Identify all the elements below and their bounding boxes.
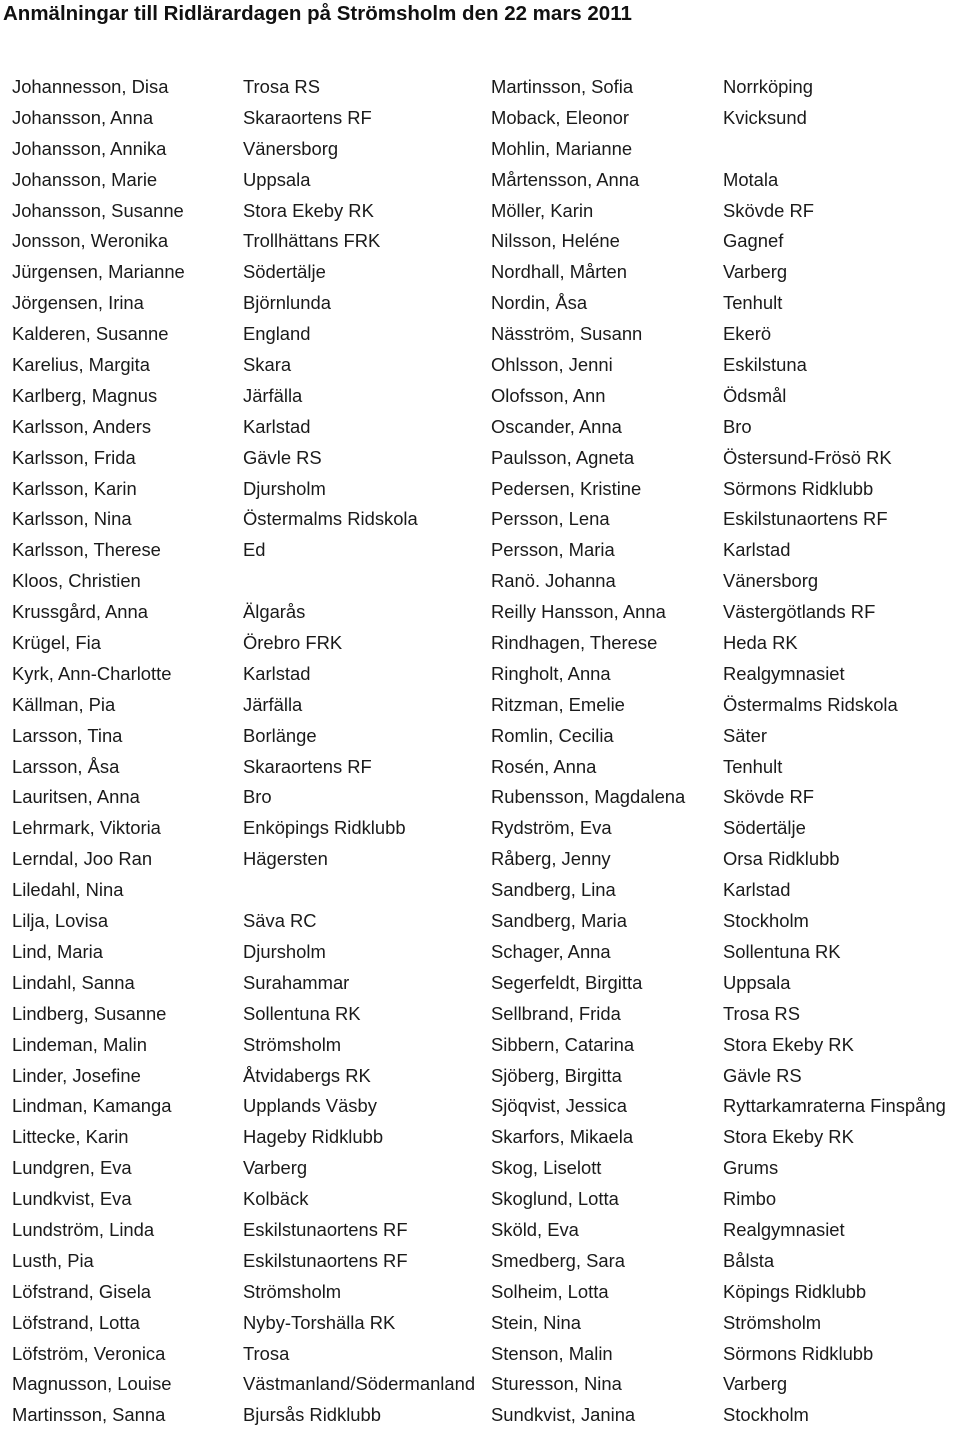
- club-or-location: Vänersborg: [243, 137, 339, 159]
- list-row: [0, 412, 960, 443]
- participant-name: Sellbrand, Frida: [491, 1002, 621, 1024]
- list-row: [0, 1153, 960, 1184]
- participant-name: Sjöberg, Birgitta: [491, 1064, 622, 1086]
- club-or-location: Örebro FRK: [243, 632, 343, 654]
- club-or-location: Sollentuna RK: [723, 940, 841, 962]
- list-row: [0, 1122, 960, 1153]
- participant-name: Johansson, Marie: [12, 168, 158, 190]
- list-row: [0, 597, 960, 628]
- club-or-location: Kolbäck: [243, 1188, 309, 1210]
- participant-name: Mohlin, Marianne: [491, 137, 633, 159]
- club-or-location: Varberg: [243, 1157, 308, 1179]
- club-or-location: Strömsholm: [243, 1033, 342, 1055]
- club-or-location: Trosa RS: [723, 1002, 800, 1024]
- club-or-location: Hägersten: [243, 848, 328, 870]
- club-or-location: Ryttarkamraterna Finspång: [723, 1095, 946, 1117]
- list-row: [0, 782, 960, 813]
- list-row: [0, 844, 960, 875]
- participant-name: Råberg, Jenny: [491, 848, 611, 870]
- participant-name: Nordin, Åsa: [491, 292, 588, 314]
- participant-name: Nilsson, Heléne: [491, 230, 620, 252]
- list-row: [0, 690, 960, 721]
- club-or-location: Östermalms Ridskola: [723, 693, 898, 715]
- participant-name: Stenson, Malin: [491, 1342, 613, 1364]
- club-or-location: Tenhult: [723, 292, 783, 314]
- participant-name: Ranö. Johanna: [491, 570, 616, 592]
- list-row: [0, 875, 960, 906]
- club-or-location: Varberg: [723, 1373, 788, 1395]
- list-row: [0, 968, 960, 999]
- participant-name: Sköld, Eva: [491, 1218, 579, 1240]
- club-or-location: Nyby-Torshälla RK: [243, 1311, 396, 1333]
- club-or-location: Strömsholm: [243, 1280, 342, 1302]
- participant-name: Martinsson, Sofia: [491, 76, 634, 97]
- club-or-location: Skaraortens RF: [243, 755, 372, 777]
- participant-name: Karlsson, Nina: [12, 508, 132, 530]
- participant-name: Littecke, Karin: [12, 1126, 129, 1148]
- list-row: [0, 134, 960, 165]
- participant-name: Källman, Pia: [12, 693, 116, 715]
- list-row: [0, 937, 960, 968]
- participant-name: Moback, Eleonor: [491, 106, 630, 128]
- club-or-location: Trosa RS: [243, 76, 320, 97]
- participant-name: Ritzman, Emelie: [491, 693, 625, 715]
- participant-name: Jonsson, Weronika: [12, 230, 169, 252]
- participant-name: Sandberg, Lina: [491, 879, 616, 901]
- club-or-location: Uppsala: [723, 971, 791, 993]
- participant-name: Schager, Anna: [491, 940, 611, 962]
- list-row: [0, 257, 960, 288]
- club-or-location: Motala: [723, 168, 779, 190]
- club-or-location: Eskilstunaortens RF: [723, 508, 888, 530]
- participant-name: Paulsson, Agneta: [491, 446, 635, 468]
- club-or-location: Eskilstunaortens RF: [243, 1249, 408, 1271]
- participant-name: Olofsson, Ann: [491, 384, 606, 406]
- list-row: [0, 103, 960, 134]
- club-or-location: Bro: [723, 415, 752, 437]
- participant-name: Rubensson, Magdalena: [491, 786, 686, 808]
- participant-name: Lerndal, Joo Ran: [12, 848, 153, 870]
- club-or-location: Karlstad: [243, 415, 311, 437]
- list-row: [0, 1339, 960, 1370]
- participant-name: Möller, Karin: [491, 199, 594, 221]
- list-row: [0, 999, 960, 1030]
- list-row: [0, 381, 960, 412]
- participant-name: Linder, Josefine: [12, 1064, 141, 1086]
- participant-name: Persson, Maria: [491, 539, 615, 561]
- club-or-location: Östersund-Frösö RK: [723, 446, 892, 468]
- club-or-location: Sollentuna RK: [243, 1002, 361, 1024]
- participant-name: Karlsson, Anders: [12, 415, 152, 437]
- list-row: [0, 1369, 960, 1400]
- participant-name: Lind, Maria: [12, 940, 103, 962]
- participant-name: Sandberg, Maria: [491, 910, 627, 932]
- club-or-location: Järfälla: [243, 693, 303, 715]
- page-title: Anmälningar till Ridlärardagen på Strömsholm den 22 mars 2011: [3, 2, 632, 25]
- participant-name: Lundström, Linda: [12, 1218, 155, 1240]
- participant-name: Kalderen, Susanne: [12, 323, 169, 345]
- list-row: [0, 752, 960, 783]
- participant-name: Johansson, Anna: [12, 106, 154, 128]
- club-or-location: Strömsholm: [723, 1311, 822, 1333]
- participant-name: Löfstrand, Gisela: [12, 1280, 152, 1302]
- participant-name: Persson, Lena: [491, 508, 610, 530]
- participant-name: Solheim, Lotta: [491, 1280, 609, 1302]
- participant-name: Lindahl, Sanna: [12, 971, 135, 993]
- list-row: [0, 1091, 960, 1122]
- participant-name: Larsson, Åsa: [12, 755, 120, 777]
- participant-name: Lilja, Lovisa: [12, 910, 109, 932]
- participant-name: Mårtensson, Anna: [491, 168, 640, 190]
- list-row: [0, 659, 960, 690]
- participant-name: Ringholt, Anna: [491, 662, 611, 684]
- club-or-location: Bjursås Ridklubb: [243, 1404, 381, 1426]
- participant-name: Skog, Liselott: [491, 1157, 602, 1179]
- club-or-location: Köpings Ridklubb: [723, 1280, 867, 1302]
- club-or-location: Djursholm: [243, 477, 326, 499]
- club-or-location: Karlstad: [723, 539, 791, 561]
- list-row: [0, 1030, 960, 1061]
- participant-name: Sibbern, Catarina: [491, 1033, 635, 1055]
- club-or-location: Bro: [243, 786, 272, 808]
- club-or-location: Stora Ekeby RK: [723, 1033, 854, 1055]
- club-or-location: Karlstad: [243, 662, 311, 684]
- participant-name: Lauritsen, Anna: [12, 786, 140, 808]
- participant-name: Kyrk, Ann-Charlotte: [12, 662, 172, 684]
- club-or-location: Östermalms Ridskola: [243, 508, 418, 530]
- participant-name: Kloos, Christien: [12, 570, 141, 592]
- participant-name: Stein, Nina: [491, 1311, 581, 1333]
- participant-name: Lundgren, Eva: [12, 1157, 132, 1179]
- list-row: [0, 226, 960, 257]
- participant-name: Lehrmark, Viktoria: [12, 817, 161, 839]
- club-or-location: Vänersborg: [723, 570, 819, 592]
- participant-name: Sjöqvist, Jessica: [491, 1095, 627, 1117]
- participant-name: Johansson, Susanne: [12, 199, 184, 221]
- club-or-location: Trosa: [243, 1342, 290, 1364]
- participant-name: Karlsson, Therese: [12, 539, 161, 561]
- participant-name: Jörgensen, Irina: [12, 292, 144, 314]
- participant-name: Lundkvist, Eva: [12, 1188, 132, 1210]
- club-or-location: Skövde RF: [723, 786, 814, 808]
- club-or-location: Rimbo: [723, 1188, 777, 1210]
- club-or-location: Skaraortens RF: [243, 106, 372, 128]
- club-or-location: Trollhättans FRK: [243, 230, 381, 252]
- participant-name: Lindberg, Susanne: [12, 1002, 167, 1024]
- participant-name: Reilly Hansson, Anna: [491, 601, 666, 623]
- club-or-location: Kvicksund: [723, 106, 807, 128]
- club-or-location: Järfälla: [243, 384, 303, 406]
- club-or-location: Orsa Ridklubb: [723, 848, 840, 870]
- club-or-location: Stora Ekeby RK: [243, 199, 374, 221]
- participant-name: Romlin, Cecilia: [491, 724, 614, 746]
- club-or-location: Västergötlands RF: [723, 601, 876, 623]
- participant-name: Karlsson, Karin: [12, 477, 137, 499]
- list-row: [0, 165, 960, 196]
- club-or-location: Surahammar: [243, 971, 350, 993]
- club-or-location: Gävle RS: [243, 446, 322, 468]
- club-or-location: Eskilstunaortens RF: [243, 1218, 408, 1240]
- club-or-location: Hageby Ridklubb: [243, 1126, 384, 1148]
- participant-name: Rydström, Eva: [491, 817, 612, 839]
- club-or-location: Djursholm: [243, 940, 326, 962]
- participant-name: Larsson, Tina: [12, 724, 123, 746]
- club-or-location: Gävle RS: [723, 1064, 802, 1086]
- club-or-location: Uppsala: [243, 168, 311, 190]
- club-or-location: Heda RK: [723, 632, 798, 654]
- club-or-location: Västmanland/Södermanland: [243, 1373, 476, 1395]
- participant-name: Johannesson, Disa: [12, 76, 169, 97]
- list-row: [0, 1061, 960, 1092]
- club-or-location: Björnlunda: [243, 292, 331, 314]
- club-or-location: Karlstad: [723, 879, 791, 901]
- participant-name: Karlsson, Frida: [12, 446, 136, 468]
- list-row: [0, 906, 960, 937]
- participant-name: Rosén, Anna: [491, 755, 597, 777]
- club-or-location: Upplands Väsby: [243, 1095, 377, 1117]
- participant-name: Lindeman, Malin: [12, 1033, 147, 1055]
- list-row: [0, 1184, 960, 1215]
- participant-name: Johansson, Annika: [12, 137, 167, 159]
- club-or-location: Bålsta: [723, 1249, 775, 1271]
- club-or-location: Grums: [723, 1157, 779, 1179]
- club-or-location: Tenhult: [723, 755, 783, 777]
- club-or-location: Ed: [243, 539, 266, 561]
- club-or-location: Realgymnasiet: [723, 662, 845, 684]
- list-row: [0, 1246, 960, 1277]
- club-or-location: Åtvidabergs RK: [243, 1064, 371, 1086]
- club-or-location: Sörmons Ridklubb: [723, 1342, 874, 1364]
- participant-name: Magnusson, Louise: [12, 1373, 172, 1395]
- club-or-location: Norrköping: [723, 76, 813, 97]
- participant-name: Lusth, Pia: [12, 1249, 94, 1271]
- club-or-location: Stockholm: [723, 1404, 809, 1426]
- list-row: [0, 196, 960, 227]
- participant-name: Löfstrand, Lotta: [12, 1311, 140, 1333]
- participant-name: Krügel, Fia: [12, 632, 101, 654]
- participant-name: Ohlsson, Jenni: [491, 354, 613, 376]
- list-row: [0, 288, 960, 319]
- club-or-location: Realgymnasiet: [723, 1218, 845, 1240]
- participant-name: Nordhall, Mårten: [491, 261, 627, 283]
- participant-name: Skoglund, Lotta: [491, 1188, 619, 1210]
- club-or-location: Sörmons Ridklubb: [723, 477, 874, 499]
- club-or-location: Ödsmål: [723, 384, 787, 406]
- list-row: [0, 350, 960, 381]
- list-row: [0, 1400, 960, 1431]
- list-row: [0, 474, 960, 505]
- list-row: [0, 319, 960, 350]
- club-or-location: Skara: [243, 354, 292, 376]
- club-or-location: Gagnef: [723, 230, 784, 252]
- list-row: [0, 72, 960, 103]
- participant-name: Karelius, Margita: [12, 354, 150, 376]
- participant-name: Martinsson, Sanna: [12, 1404, 166, 1426]
- participant-name: Segerfeldt, Birgitta: [491, 971, 643, 993]
- participant-name: Skarfors, Mikaela: [491, 1126, 634, 1148]
- list-row: [0, 504, 960, 535]
- participant-name: Näsström, Susann: [491, 323, 643, 345]
- club-or-location: Södertälje: [243, 261, 326, 283]
- participant-name: Sturesson, Nina: [491, 1373, 622, 1395]
- participant-name: Löfström, Veronica: [12, 1342, 166, 1364]
- list-row: [0, 443, 960, 474]
- club-or-location: Säter: [723, 724, 767, 746]
- participant-name: Krussgård, Anna: [12, 601, 148, 623]
- participant-name: Sundkvist, Janina: [491, 1404, 636, 1426]
- list-row: [0, 1308, 960, 1339]
- club-or-location: England: [243, 323, 311, 345]
- participant-name: Jürgensen, Marianne: [12, 261, 185, 283]
- club-or-location: Varberg: [723, 261, 788, 283]
- registration-list: [0, 72, 960, 1431]
- list-row: [0, 566, 960, 597]
- club-or-location: Eskilstuna: [723, 354, 807, 376]
- list-row: [0, 721, 960, 752]
- participant-name: Oscander, Anna: [491, 415, 622, 437]
- club-or-location: Skövde RF: [723, 199, 814, 221]
- club-or-location: Ekerö: [723, 323, 772, 345]
- club-or-location: Borlänge: [243, 724, 317, 746]
- participant-name: Karlberg, Magnus: [12, 384, 158, 406]
- club-or-location: Enköpings Ridklubb: [243, 817, 406, 839]
- list-row: [0, 813, 960, 844]
- club-or-location: Stockholm: [723, 910, 809, 932]
- list-row: [0, 535, 960, 566]
- list-row: [0, 628, 960, 659]
- participant-name: Pedersen, Kristine: [491, 477, 642, 499]
- club-or-location: Älgarås: [243, 601, 306, 623]
- participant-name: Lindman, Kamanga: [12, 1095, 172, 1117]
- list-row: [0, 1277, 960, 1308]
- club-or-location: Stora Ekeby RK: [723, 1126, 854, 1148]
- club-or-location: Södertälje: [723, 817, 806, 839]
- list-row: [0, 1215, 960, 1246]
- club-or-location: Säva RC: [243, 910, 317, 932]
- participant-name: Liledahl, Nina: [12, 879, 124, 901]
- participant-name: Smedberg, Sara: [491, 1249, 625, 1271]
- participant-name: Rindhagen, Therese: [491, 632, 658, 654]
